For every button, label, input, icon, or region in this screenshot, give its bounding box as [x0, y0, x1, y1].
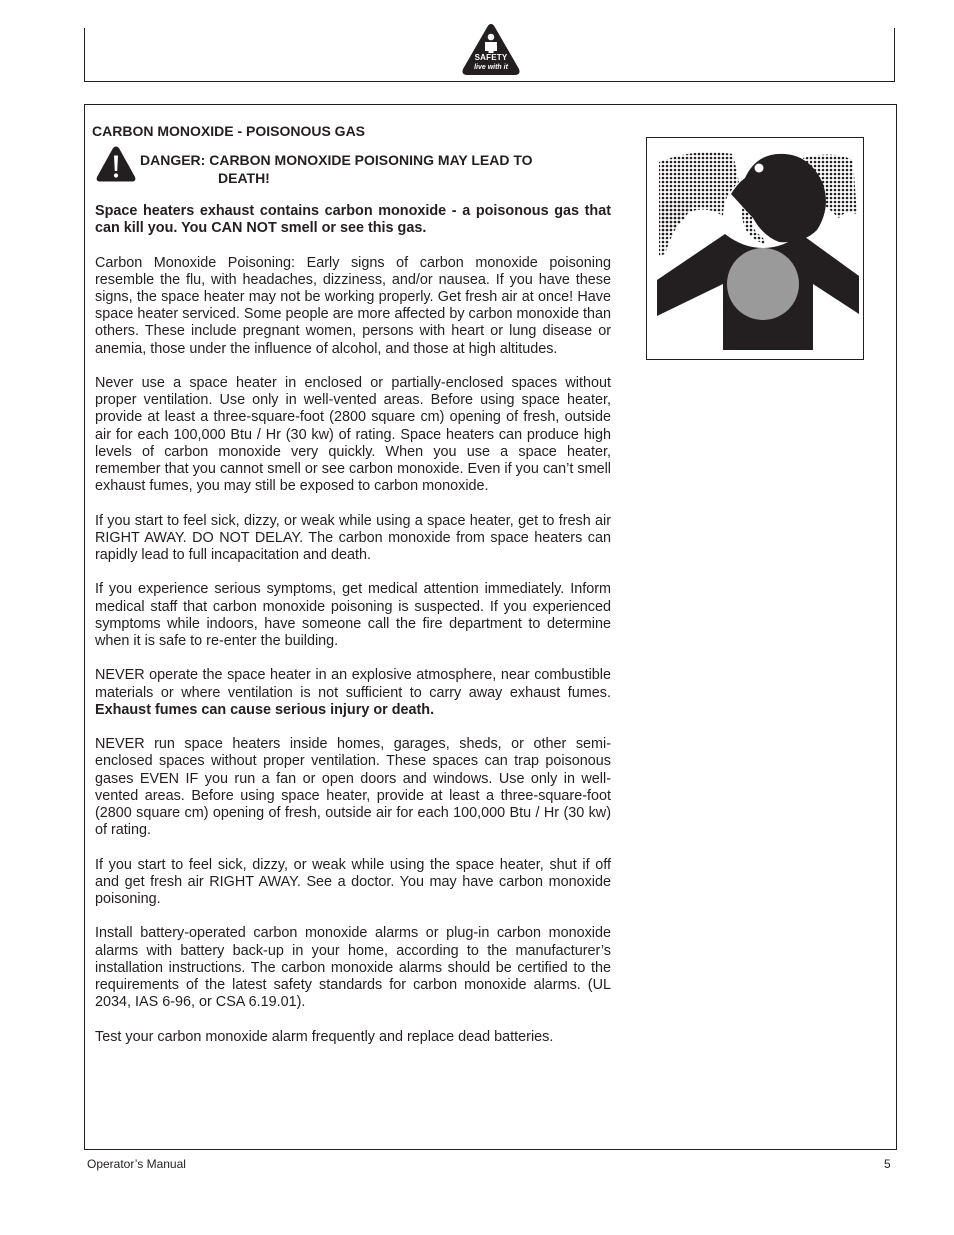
warning-exclamation-triangle-icon	[95, 145, 137, 183]
paragraph-warning-text: Space heaters exhaust contains carbon monoxide - a poisonous gas that can kill you. You CAN NOT smell or see this gas.	[95, 203, 611, 237]
footer-page-number: 5	[884, 1157, 891, 1171]
paragraph-warning	[95, 203, 611, 237]
carbon-monoxide-inhalation-hazard-icon	[653, 144, 859, 355]
paragraph-explosive-atmosphere	[95, 667, 611, 719]
paragraph-poisoning-signs: Carbon Monoxide Poisoning: Early signs of carbon monoxide poisoning resemble the flu, with headaches, dizziness, and/or nausea. If you have these signs, the space heater may not be working properly. Get fresh air at once! Have space heater serviced. Some people are more affected by carbon monoxide than others. These include pregnant women, persons with heart or lung disease or anemia, those under the influence of alcohol, and those at high altitudes.	[95, 254, 611, 357]
safety-badge-slogan: live with it	[474, 64, 508, 71]
paragraph-shut-off: If you start to feel sick, dizzy, or weak while using the space heater, shut if off and get fresh air RIGHT AWAY. See a doctor. You may have carbon monoxide poisoning.	[95, 856, 611, 908]
paragraph-explosive-bold: Exhaust fumes can cause serious injury or death.	[95, 701, 435, 718]
danger-heading-line-2: DEATH!	[218, 170, 270, 186]
footer-manual-title: Operator’s Manual	[87, 1157, 186, 1171]
paragraph-install-alarms: Install battery-operated carbon monoxide alarms or plug-in carbon monoxide alarms with battery back-up in your home, according to the manufacturer’s installation instructions. The carbon monoxide alarms should be certified to the requirements of the latest safety standards for carbon monoxide alarms. (UL 2034, IAS 6-96, or CSA 6.19.01).	[95, 925, 611, 1011]
section-title: CARBON MONOXIDE - POISONOUS GAS	[92, 123, 366, 139]
paragraph-ventilation: Never use a space heater in enclosed or partially-enclosed spaces without proper ventilation. Use only in well-vented areas. Before using space heater, provide at least a three-square-foot (2800 square cm) opening of fresh, outside air for each 100,000 Btu / Hr (30 kw) of rating. Space heaters can produce high levels of carbon monoxide very quickly. When you use a space heater, remember that you cannot smell or see carbon monoxide. Even if you can’t smell exhaust fumes, you may still be exposed to carbon monoxide.	[95, 375, 611, 495]
body-text	[95, 203, 611, 1063]
safety-badge	[460, 22, 522, 78]
paragraph-test-alarm: Test your carbon monoxide alarm frequently and replace dead batteries.	[95, 1028, 554, 1045]
danger-heading-line-1: DANGER: CARBON MONOXIDE POISONING MAY LEAD TO	[140, 152, 533, 168]
paragraph-explosive-text: NEVER operate the space heater in an explosive atmosphere, near combustible materials or where ventilation is not sufficient to carry away exhaust fumes.	[95, 667, 611, 701]
paragraph-feel-sick: If you start to feel sick, dizzy, or weak while using a space heater, get to fresh air RIGHT AWAY. DO NOT DELAY. The carbon monoxide from space heaters can rapidly lead to full incapacitation and death.	[95, 512, 611, 564]
paragraph-never-run-inside: NEVER run space heaters inside homes, garages, sheds, or other semi-enclosed spaces without proper ventilation. These spaces can trap poisonous gases EVEN IF you run a fan or open doors and windows. Use only in well-vented areas. Before using space heater, provide at least a three-square-foot (2800 square cm) opening of fresh, outside air for each 100,000 Btu / Hr (30 kw) of rating.	[95, 736, 611, 839]
safety-badge-title: SAFETY	[474, 53, 508, 62]
hazard-illustration-frame	[646, 137, 864, 360]
paragraph-medical-attention: If you experience serious symptoms, get medical attention immediately. Inform medical staff that carbon monoxide poisoning is suspected. If you experienced symptoms while indoors, have someone call the fire department to determine when it is safe to re-enter the building.	[95, 581, 611, 650]
